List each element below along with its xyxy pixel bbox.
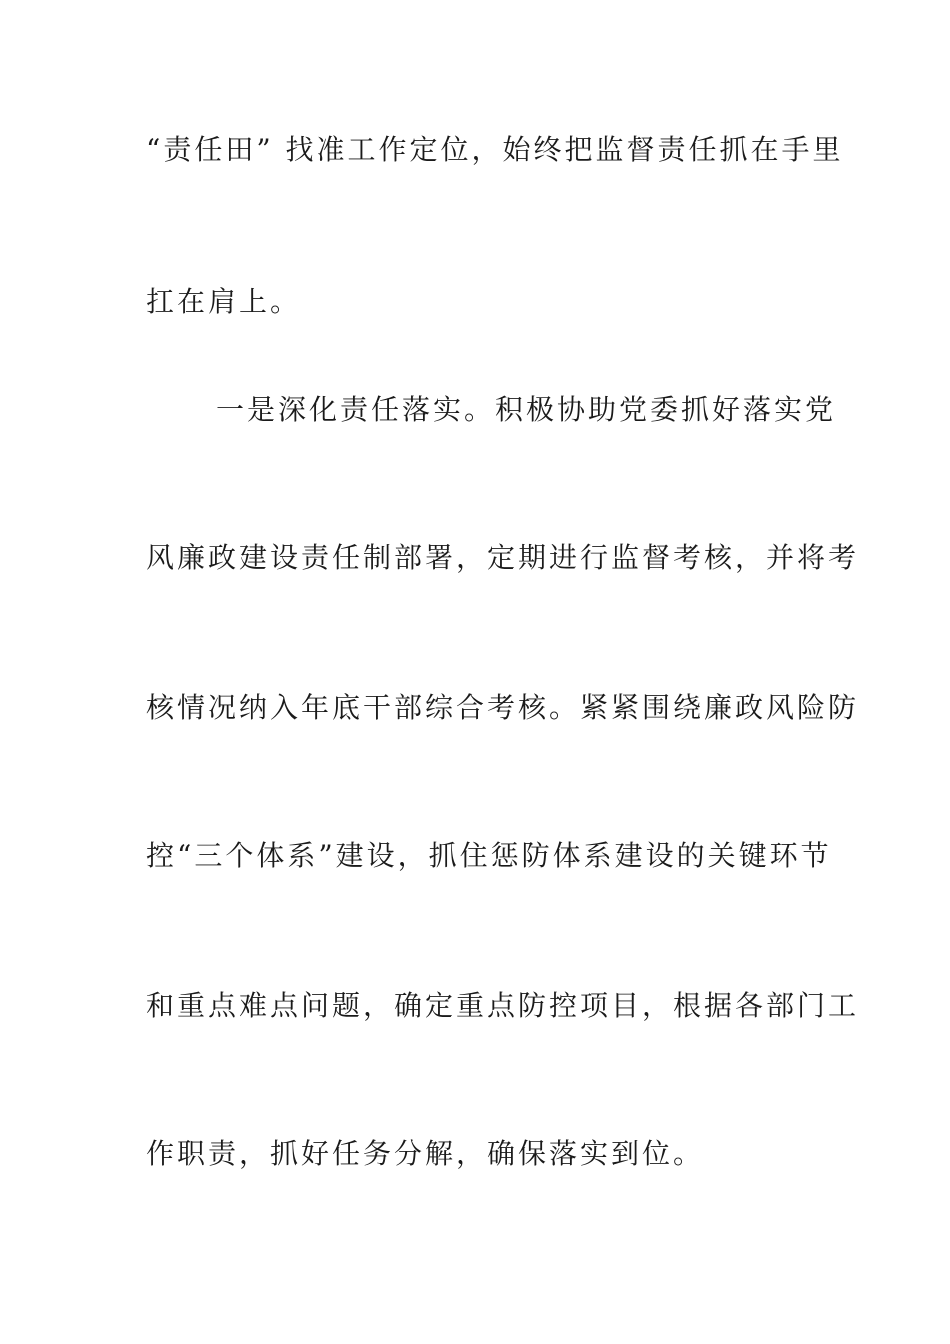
paragraph-line: 风廉政建设责任制部署，定期进行监督考核，并将考: [146, 541, 860, 574]
paragraph-line: “责任田” 找准工作定位，始终把监督责任抓在手里: [146, 133, 844, 166]
paragraph-line-indented: 一是深化责任落实。积极协助党委抓好落实党: [216, 393, 837, 426]
paragraph-line: 作职责，抓好任务分解，确保落实到位。: [146, 1137, 705, 1170]
paragraph-line: 控“三个体系”建设，抓住惩防体系建设的关键环节: [146, 839, 832, 872]
paragraph-line: 和重点难点问题，确定重点防控项目，根据各部门工: [146, 989, 860, 1022]
paragraph-line: 核情况纳入年底干部综合考核。紧紧围绕廉政风险防: [146, 691, 860, 724]
paragraph-line: 扛在肩上。: [146, 285, 302, 318]
